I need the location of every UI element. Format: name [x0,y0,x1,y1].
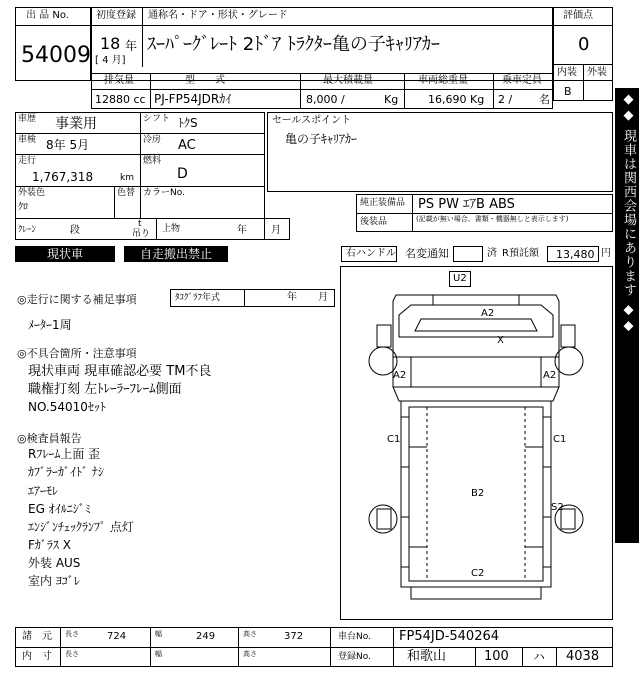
damage-mark: C1 [553,434,567,445]
shift-label: シフト [143,114,171,124]
fuel-label: 燃料 [143,156,162,166]
damage-mark: C1 [387,434,401,445]
width-label: 幅 [155,630,162,638]
gross-weight-label: 車両総重量 [418,75,468,86]
fuel: D [177,166,188,182]
crane-unit: 段 [70,225,80,236]
defect-line: 職権打刻 左ﾄﾚｰﾗｰﾌﾚｰﾑ側面 [28,382,182,397]
reg-number: 4038 [566,649,600,664]
mileage: 1,767,318 [32,170,94,184]
inspector-line: Fｶﾞﾗｽ X [28,538,71,552]
recycle-unit: 円 [601,248,611,259]
chassis-label: 車台No. [338,632,371,642]
rhd-label: 右ハンドル [346,248,396,259]
inspector-line: ｴﾝｼﾞﾝﾁｪｯｸﾗﾝﾌﾟ 点灯 [28,520,134,534]
driving-note-line: ﾒｰﾀｰ1周 [28,318,72,332]
capacity: 2 / [498,93,513,106]
lot-label: 出 品 No. [26,10,69,21]
history-label: 車歴 [18,114,37,124]
displacement-label: 排気量 [104,75,134,86]
inspector-line: 室内 ﾖｺﾞﾚ [28,574,80,588]
recycle-mark: 済 [487,248,497,259]
crane-ton: t [138,219,142,229]
shift: ﾄｸS [178,116,198,130]
eval-score: 0 [578,34,590,55]
width: 249 [196,631,216,642]
color-change-label: 色替 [117,188,136,198]
crane-label: ｸﾚｰﾝ [18,225,37,235]
sales-point: 亀の子ｷｬﾘｱｶｰ [285,132,358,146]
truck-outline [341,267,612,619]
mileage-label: 走行 [18,156,37,166]
sales-point-label: セールスポイント [272,115,352,126]
height-label: 高さ [243,630,257,638]
in-length-label: 長さ [65,650,79,658]
color-code-label: カラーNo. [143,188,185,198]
damage-mark: X [497,335,504,346]
name-change-box [453,246,483,262]
reg-area: 和歌山 [407,649,447,664]
damage-mark: A2 [393,370,407,381]
interior-grade: B [564,85,572,98]
equipment-label: 純正装備品 [360,198,406,208]
upper-label: 上物 [162,224,181,234]
displacement: 12880 cc [95,93,146,106]
defects-title: ◎不具合箇所・注意事項 [17,347,137,360]
tacho-label: ﾀｺｸﾞﾗﾌ年式 [175,293,221,303]
tacho-month: 月 [318,292,328,303]
reg-kana: ハ [533,650,546,664]
ext-color-label: 外装色 [18,188,46,198]
interior-grade-label: 内装 [557,67,577,78]
max-load-label: 最大積載量 [323,75,373,86]
equipment: PS PW ｴｱB ABS [418,197,515,212]
name-change-label: 名変通知 [405,247,449,260]
ext-color: ｸﾛ [18,202,28,213]
model-label: 型 式 [185,75,225,86]
in-height-label: 高さ [243,650,257,658]
inspector-line: 外装 AUS [28,556,81,570]
current-vehicle-badge: 現状車 [15,246,115,262]
eval-label: 評価点 [563,10,593,21]
damage-mark: B2 [471,488,485,499]
reg-label: 登録No. [338,652,371,662]
damage-mark: U2 [453,273,467,284]
car-name: ｽｰﾊﾟｰｸﾞﾚｰﾄ 2ﾄﾞｱ ﾄﾗｸﾀｰ亀の子ｷｬﾘｱｶｰ [147,34,440,55]
max-load: 8,000 / [306,93,345,106]
interior-dims-label: 内 寸 [22,651,52,662]
max-load-unit: Kg [384,93,399,106]
inspector-line: EG ｵｲﾙﾆｼﾞﾐ [28,502,91,516]
crane-hook: 吊り [132,229,151,239]
damage-mark: C2 [471,568,485,579]
gross-weight: 16,690 Kg [428,93,485,106]
aftermarket-note: (記載が無い場合、書類・機器無しと表示します) [416,215,569,223]
model: PJ-FP54JDRｶｲ [154,92,232,106]
inspector-title: ◎検査員報告 [17,432,82,445]
location-notice-text: ◆◆ 現車は関西会場にあります ◆◆ [621,92,636,335]
no-self-drive-badge: 自走搬出禁止 [124,246,228,262]
damage-mark: A2 [481,308,495,319]
upper-year: 年 [237,225,247,236]
defect-line: 現状車両 現車確認必要 TM不良 [28,364,212,379]
length-label: 長さ [65,630,79,638]
defect-line: NO.54010ｾｯﾄ [28,400,106,414]
reg-class: 100 [484,649,509,664]
location-notice [615,88,639,543]
car-name-label: 通称名・ドア・形状・グレード [148,10,288,21]
first-reg-year-unit: 年 [125,39,138,53]
vehicle-diagram [340,266,613,620]
inspector-line: ｴｱｰﾓﾚ [28,484,59,498]
upper-month: 月 [271,225,281,236]
ac-label: 冷房 [143,135,162,145]
exterior-grade-label: 外装 [587,67,607,78]
driving-notes-title: ◎走行に関する補足事項 [17,293,137,306]
tacho-year: 年 [287,292,297,303]
inspection-label: 車検 [18,135,37,145]
inspection: 8年 5月 [46,138,90,152]
capacity-unit: 名 [539,93,550,106]
in-width-label: 幅 [155,650,162,658]
history: 事業用 [55,116,97,132]
first-reg-year: 18 [100,34,121,53]
damage-mark: A2 [543,370,557,381]
length: 724 [107,631,127,642]
lot-number: 54009 [21,43,91,68]
inspector-line: Rﾌﾚｰﾑ上面 歪 [28,447,101,461]
first-reg-month: [ 4 月] [95,55,126,66]
recycle-amount: 13,480 [556,248,595,261]
dims-label: 諸 元 [22,631,52,642]
capacity-label: 乗車定員 [502,75,542,86]
chassis-number: FP54JD-540264 [399,629,500,644]
first-reg-label: 初度登録 [96,10,136,21]
inspector-line: ｶﾌﾞﾗｰｶﾞｲﾄﾞ ﾅｼ [28,465,104,479]
height: 372 [284,631,304,642]
aftermarket-label: 後装品 [360,217,388,227]
mileage-unit: km [120,173,134,183]
damage-mark: S2 [551,502,564,513]
recycle-label: R預託額 [502,248,539,259]
ac: AC [178,138,196,153]
